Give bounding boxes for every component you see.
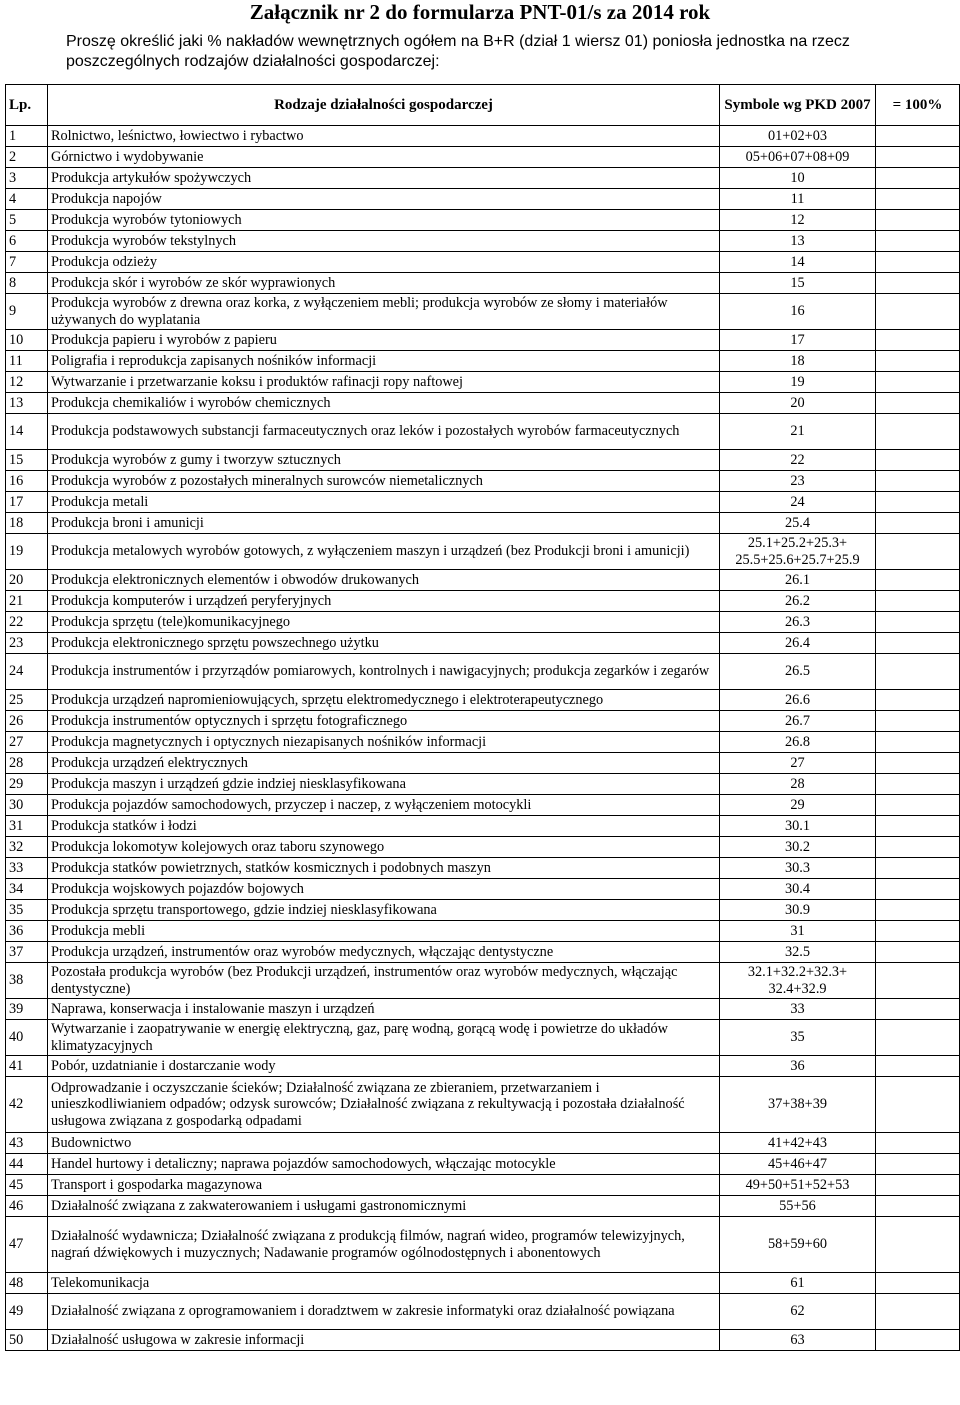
row-percent-input[interactable] — [876, 450, 960, 471]
row-lp: 45 — [6, 1175, 48, 1196]
row-pkd-symbol: 28 — [720, 774, 876, 795]
row-lp: 34 — [6, 879, 48, 900]
row-lp: 46 — [6, 1196, 48, 1217]
header-percent: = 100% — [876, 85, 960, 126]
row-activity-name: Naprawa, konserwacja i instalowanie maszyn i urządzeń — [48, 999, 720, 1020]
row-lp: 17 — [6, 492, 48, 513]
row-activity-name: Produkcja statków i łodzi — [48, 816, 720, 837]
row-lp: 9 — [6, 294, 48, 330]
row-activity-name: Transport i gospodarka magazynowa — [48, 1175, 720, 1196]
table-row — [6, 795, 960, 816]
table-row — [6, 1217, 960, 1273]
row-percent-input[interactable] — [876, 633, 960, 654]
row-pkd-symbol: 16 — [720, 294, 876, 330]
row-activity-name: Produkcja statków powietrznych, statków kosmicznych i podobnych maszyn — [48, 858, 720, 879]
table-row — [6, 252, 960, 273]
row-activity-name: Wytwarzanie i zaopatrywanie w energię elektryczną, gaz, parę wodną, gorącą wodę i powietrze do układów klimatyzacyjnych — [48, 1020, 720, 1056]
table-row — [6, 1020, 960, 1056]
page-title: Załącznik nr 2 do formularza PNT-01/s za 2014 rok — [249, 0, 711, 24]
row-pkd-symbol: 26.1 — [720, 570, 876, 591]
row-activity-name: Produkcja instrumentów optycznych i sprzętu fotograficznego — [48, 711, 720, 732]
row-percent-input[interactable] — [876, 330, 960, 351]
table-row — [6, 816, 960, 837]
row-lp: 31 — [6, 816, 48, 837]
row-percent-input[interactable] — [876, 711, 960, 732]
row-pkd-symbol: 36 — [720, 1056, 876, 1077]
row-percent-input[interactable] — [876, 189, 960, 210]
table-row — [6, 858, 960, 879]
row-lp: 11 — [6, 351, 48, 372]
row-activity-name: Produkcja lokomotyw kolejowych oraz taboru szynowego — [48, 837, 720, 858]
row-percent-input[interactable] — [876, 570, 960, 591]
row-activity-name: Produkcja napojów — [48, 189, 720, 210]
row-activity-name: Budownictwo — [48, 1133, 720, 1154]
row-lp: 38 — [6, 963, 48, 999]
row-activity-name: Działalność związana z zakwaterowaniem i usługami gastronomicznymi — [48, 1196, 720, 1217]
row-pkd-symbol: 37+38+39 — [720, 1077, 876, 1133]
row-lp: 22 — [6, 612, 48, 633]
table-row — [6, 513, 960, 534]
row-pkd-symbol: 26.4 — [720, 633, 876, 654]
row-activity-name: Poligrafia i reprodukcja zapisanych nośników informacji — [48, 351, 720, 372]
table-row — [6, 1294, 960, 1330]
table-row — [6, 633, 960, 654]
row-activity-name: Działalność usługowa w zakresie informacji — [48, 1330, 720, 1351]
row-lp: 5 — [6, 210, 48, 231]
row-percent-input[interactable] — [876, 900, 960, 921]
row-activity-name: Produkcja broni i amunicji — [48, 513, 720, 534]
table-row — [6, 492, 960, 513]
row-percent-input[interactable] — [876, 534, 960, 570]
row-percent-input[interactable] — [876, 1294, 960, 1330]
row-pkd-symbol: 41+42+43 — [720, 1133, 876, 1154]
row-lp: 18 — [6, 513, 48, 534]
row-lp: 14 — [6, 414, 48, 450]
table-row — [6, 879, 960, 900]
table-row — [6, 963, 960, 999]
row-pkd-symbol: 35 — [720, 1020, 876, 1056]
row-activity-name: Produkcja sprzętu (tele)komunikacyjnego — [48, 612, 720, 633]
row-pkd-symbol: 30.1 — [720, 816, 876, 837]
table-row — [6, 147, 960, 168]
row-percent-input[interactable] — [876, 351, 960, 372]
row-activity-name: Produkcja maszyn i urządzeń gdzie indziej niesklasyfikowana — [48, 774, 720, 795]
table-row — [6, 534, 960, 570]
row-pkd-symbol: 12 — [720, 210, 876, 231]
table-row — [6, 999, 960, 1020]
row-lp: 26 — [6, 711, 48, 732]
row-activity-name: Produkcja artykułów spożywczych — [48, 168, 720, 189]
row-pkd-symbol: 13 — [720, 231, 876, 252]
row-activity-name: Działalność wydawnicza; Działalność związana z produkcją filmów, nagrań wideo, programów telewizyjnych, nagrań dźwiękowych i muzycznych; Nadawanie programów ogólnodostępnych i abonentowych — [48, 1217, 720, 1273]
row-lp: 13 — [6, 393, 48, 414]
row-pkd-symbol: 26.8 — [720, 732, 876, 753]
row-pkd-symbol: 29 — [720, 795, 876, 816]
table-row — [6, 900, 960, 921]
row-activity-name: Produkcja magnetycznych i optycznych niezapisanych nośników informacji — [48, 732, 720, 753]
table-row — [6, 654, 960, 690]
row-pkd-symbol: 11 — [720, 189, 876, 210]
row-percent-input[interactable] — [876, 513, 960, 534]
row-activity-name: Działalność związana z oprogramowaniem i doradztwem w zakresie informatyki oraz działalność powiązana — [48, 1294, 720, 1330]
row-percent-input[interactable] — [876, 1133, 960, 1154]
row-pkd-symbol: 30.9 — [720, 900, 876, 921]
table-row — [6, 330, 960, 351]
row-pkd-symbol: 32.5 — [720, 942, 876, 963]
row-percent-input[interactable] — [876, 492, 960, 513]
row-percent-input[interactable] — [876, 795, 960, 816]
table-row — [6, 351, 960, 372]
row-lp: 36 — [6, 921, 48, 942]
row-lp: 28 — [6, 753, 48, 774]
row-lp: 32 — [6, 837, 48, 858]
row-pkd-symbol: 25.4 — [720, 513, 876, 534]
row-pkd-symbol: 27 — [720, 753, 876, 774]
row-percent-input[interactable] — [876, 879, 960, 900]
row-lp: 29 — [6, 774, 48, 795]
table-row — [6, 837, 960, 858]
row-activity-name: Produkcja pojazdów samochodowych, przyczep i naczep, z wyłączeniem motocykli — [48, 795, 720, 816]
row-percent-input[interactable] — [876, 294, 960, 330]
row-lp: 1 — [6, 126, 48, 147]
row-activity-name: Produkcja sprzętu transportowego, gdzie indziej niesklasyfikowana — [48, 900, 720, 921]
row-percent-input[interactable] — [876, 1056, 960, 1077]
row-lp: 20 — [6, 570, 48, 591]
table-row — [6, 1056, 960, 1077]
table-row — [6, 732, 960, 753]
row-activity-name: Odprowadzanie i oczyszczanie ścieków; Działalność związana ze zbieraniem, przetwarzaniem i unieszkodliwianiem odpadów; odzysk surowców; Działalność związana z rekultywacją i pozostała działalność usługowa związana z gospodarką odpadami — [48, 1077, 720, 1133]
row-pkd-symbol: 10 — [720, 168, 876, 189]
row-percent-input[interactable] — [876, 1154, 960, 1175]
row-lp: 12 — [6, 372, 48, 393]
row-lp: 41 — [6, 1056, 48, 1077]
table-body — [6, 126, 960, 1351]
table-row — [6, 942, 960, 963]
row-percent-input[interactable] — [876, 963, 960, 999]
row-lp: 6 — [6, 231, 48, 252]
row-pkd-symbol: 19 — [720, 372, 876, 393]
row-pkd-symbol: 31 — [720, 921, 876, 942]
row-lp: 24 — [6, 654, 48, 690]
row-percent-input[interactable] — [876, 273, 960, 294]
row-percent-input[interactable] — [876, 372, 960, 393]
row-pkd-symbol: 45+46+47 — [720, 1154, 876, 1175]
row-activity-name: Rolnictwo, leśnictwo, łowiectwo i rybactwo — [48, 126, 720, 147]
table-row — [6, 1077, 960, 1133]
row-percent-input[interactable] — [876, 1175, 960, 1196]
table-row — [6, 372, 960, 393]
row-percent-input[interactable] — [876, 393, 960, 414]
table-row — [6, 1133, 960, 1154]
table-row — [6, 1273, 960, 1294]
row-pkd-symbol: 22 — [720, 450, 876, 471]
row-activity-name: Produkcja metalowych wyrobów gotowych, z wyłączeniem maszyn i urządzeń (bez Produkcji broni i amunicji) — [48, 534, 720, 570]
row-percent-input[interactable] — [876, 612, 960, 633]
table-row — [6, 570, 960, 591]
row-activity-name: Produkcja metali — [48, 492, 720, 513]
row-percent-input[interactable] — [876, 999, 960, 1020]
row-lp: 42 — [6, 1077, 48, 1133]
row-activity-name: Pozostała produkcja wyrobów (bez Produkcji urządzeń, instrumentów oraz wyrobów medycznych, włączając dentystyczne) — [48, 963, 720, 999]
table-row — [6, 126, 960, 147]
row-pkd-symbol: 20 — [720, 393, 876, 414]
row-pkd-symbol: 25.1+25.2+25.3+ 25.5+25.6+25.7+25.9 — [720, 534, 876, 570]
row-pkd-symbol: 58+59+60 — [720, 1217, 876, 1273]
row-activity-name: Produkcja papieru i wyrobów z papieru — [48, 330, 720, 351]
row-percent-input[interactable] — [876, 168, 960, 189]
row-pkd-symbol: 24 — [720, 492, 876, 513]
row-activity-name: Handel hurtowy i detaliczny; naprawa pojazdów samochodowych, włączając motocykle — [48, 1154, 720, 1175]
table-row — [6, 690, 960, 711]
row-lp: 30 — [6, 795, 48, 816]
table-header-row — [6, 85, 960, 126]
table-row — [6, 1175, 960, 1196]
row-activity-name: Produkcja urządzeń, instrumentów oraz wyrobów medycznych, włączając dentystyczne — [48, 942, 720, 963]
row-percent-input[interactable] — [876, 690, 960, 711]
row-percent-input[interactable] — [876, 1196, 960, 1217]
row-pkd-symbol: 61 — [720, 1273, 876, 1294]
row-lp: 48 — [6, 1273, 48, 1294]
table-row — [6, 471, 960, 492]
row-activity-name: Produkcja instrumentów i przyrządów pomiarowych, kontrolnych i nawigacyjnych; produkcja zegarków i zegarów — [48, 654, 720, 690]
row-lp: 16 — [6, 471, 48, 492]
row-pkd-symbol: 33 — [720, 999, 876, 1020]
table-row — [6, 231, 960, 252]
row-percent-input[interactable] — [876, 753, 960, 774]
row-activity-name: Produkcja wyrobów z drewna oraz korka, z wyłączeniem mebli; produkcja wyrobów ze słomy i materiałów używanych do wyplatania — [48, 294, 720, 330]
row-activity-name: Produkcja wyrobów z pozostałych mineralnych surowców niemetalicznych — [48, 471, 720, 492]
table-row — [6, 711, 960, 732]
row-lp: 35 — [6, 900, 48, 921]
header-pkd-symbols: Symbole wg PKD 2007 — [720, 85, 876, 126]
row-pkd-symbol: 23 — [720, 471, 876, 492]
row-pkd-symbol: 63 — [720, 1330, 876, 1351]
row-percent-input[interactable] — [876, 1330, 960, 1351]
row-percent-input[interactable] — [876, 126, 960, 147]
row-pkd-symbol: 15 — [720, 273, 876, 294]
row-activity-name: Produkcja wyrobów z gumy i tworzyw sztucznych — [48, 450, 720, 471]
row-activity-name: Produkcja elektronicznego sprzętu powszechnego użytku — [48, 633, 720, 654]
row-activity-name: Produkcja wojskowych pojazdów bojowych — [48, 879, 720, 900]
row-percent-input[interactable] — [876, 210, 960, 231]
row-activity-name: Telekomunikacja — [48, 1273, 720, 1294]
row-percent-input[interactable] — [876, 654, 960, 690]
row-percent-input[interactable] — [876, 1217, 960, 1273]
row-lp: 43 — [6, 1133, 48, 1154]
row-lp: 50 — [6, 1330, 48, 1351]
row-pkd-symbol: 26.2 — [720, 591, 876, 612]
row-percent-input[interactable] — [876, 774, 960, 795]
row-percent-input[interactable] — [876, 1020, 960, 1056]
table-row — [6, 414, 960, 450]
row-pkd-symbol: 26.5 — [720, 654, 876, 690]
table-row — [6, 189, 960, 210]
row-activity-name: Produkcja odzieży — [48, 252, 720, 273]
row-pkd-symbol: 55+56 — [720, 1196, 876, 1217]
row-lp: 39 — [6, 999, 48, 1020]
row-activity-name: Produkcja podstawowych substancji farmaceutycznych oraz leków i pozostałych wyrobów farmaceutycznych — [48, 414, 720, 450]
row-percent-input[interactable] — [876, 921, 960, 942]
row-activity-name: Wytwarzanie i przetwarzanie koksu i produktów rafinacji ropy naftowej — [48, 372, 720, 393]
row-percent-input[interactable] — [876, 1077, 960, 1133]
table-row — [6, 612, 960, 633]
row-activity-name: Produkcja wyrobów tekstylnych — [48, 231, 720, 252]
row-percent-input[interactable] — [876, 837, 960, 858]
row-activity-name: Produkcja urządzeń elektrycznych — [48, 753, 720, 774]
row-pkd-symbol: 30.3 — [720, 858, 876, 879]
row-lp: 25 — [6, 690, 48, 711]
row-lp: 19 — [6, 534, 48, 570]
row-pkd-symbol: 17 — [720, 330, 876, 351]
row-lp: 3 — [6, 168, 48, 189]
row-lp: 8 — [6, 273, 48, 294]
row-percent-input[interactable] — [876, 231, 960, 252]
table-row — [6, 1154, 960, 1175]
row-lp: 7 — [6, 252, 48, 273]
row-lp: 4 — [6, 189, 48, 210]
table-row — [6, 591, 960, 612]
table-row — [6, 921, 960, 942]
row-pkd-symbol: 49+50+51+52+53 — [720, 1175, 876, 1196]
row-percent-input[interactable] — [876, 732, 960, 753]
row-percent-input[interactable] — [876, 1273, 960, 1294]
row-pkd-symbol: 32.1+32.2+32.3+ 32.4+32.9 — [720, 963, 876, 999]
table-row — [6, 1196, 960, 1217]
intro-text: Proszę określić jaki % nakładów wewnętrznych ogółem na B+R (dział 1 wiersz 01) poniosła jednostka na rzecz poszczególnych rodzajów działalności gospodarczej: — [66, 33, 850, 70]
row-pkd-symbol: 62 — [720, 1294, 876, 1330]
row-percent-input[interactable] — [876, 147, 960, 168]
row-activity-name: Produkcja mebli — [48, 921, 720, 942]
row-activity-name: Produkcja chemikaliów i wyrobów chemicznych — [48, 393, 720, 414]
row-lp: 47 — [6, 1217, 48, 1273]
row-activity-name: Produkcja urządzeń napromieniowujących, sprzętu elektromedycznego i elektroterapeutycznego — [48, 690, 720, 711]
row-percent-input[interactable] — [876, 591, 960, 612]
row-lp: 15 — [6, 450, 48, 471]
table-row — [6, 273, 960, 294]
row-activity-name: Produkcja komputerów i urządzeń peryferyjnych — [48, 591, 720, 612]
activities-table — [5, 84, 960, 1351]
row-percent-input[interactable] — [876, 858, 960, 879]
row-pkd-symbol: 26.6 — [720, 690, 876, 711]
row-lp: 49 — [6, 1294, 48, 1330]
table-row — [6, 1330, 960, 1351]
row-lp: 40 — [6, 1020, 48, 1056]
table-row — [6, 774, 960, 795]
row-pkd-symbol: 01+02+03 — [720, 126, 876, 147]
row-pkd-symbol: 05+06+07+08+09 — [720, 147, 876, 168]
table-row — [6, 294, 960, 330]
row-percent-input[interactable] — [876, 414, 960, 450]
row-activity-name: Produkcja elektronicznych elementów i obwodów drukowanych — [48, 570, 720, 591]
header-lp: Lp. — [6, 85, 48, 126]
table-row — [6, 393, 960, 414]
row-pkd-symbol: 26.3 — [720, 612, 876, 633]
row-lp: 10 — [6, 330, 48, 351]
row-lp: 44 — [6, 1154, 48, 1175]
row-lp: 27 — [6, 732, 48, 753]
row-pkd-symbol: 26.7 — [720, 711, 876, 732]
row-lp: 2 — [6, 147, 48, 168]
table-row — [6, 210, 960, 231]
row-percent-input[interactable] — [876, 942, 960, 963]
row-percent-input[interactable] — [876, 816, 960, 837]
row-pkd-symbol: 21 — [720, 414, 876, 450]
table-row — [6, 753, 960, 774]
row-lp: 21 — [6, 591, 48, 612]
row-lp: 33 — [6, 858, 48, 879]
row-percent-input[interactable] — [876, 252, 960, 273]
row-lp: 23 — [6, 633, 48, 654]
row-pkd-symbol: 30.2 — [720, 837, 876, 858]
row-activity-name: Pobór, uzdatnianie i dostarczanie wody — [48, 1056, 720, 1077]
table-row — [6, 450, 960, 471]
row-activity-name: Produkcja wyrobów tytoniowych — [48, 210, 720, 231]
row-lp: 37 — [6, 942, 48, 963]
table-row — [6, 168, 960, 189]
row-pkd-symbol: 30.4 — [720, 879, 876, 900]
row-pkd-symbol: 14 — [720, 252, 876, 273]
row-activity-name: Górnictwo i wydobywanie — [48, 147, 720, 168]
header-activity-type: Rodzaje działalności gospodarczej — [48, 85, 720, 126]
row-activity-name: Produkcja skór i wyrobów ze skór wyprawionych — [48, 273, 720, 294]
row-pkd-symbol: 18 — [720, 351, 876, 372]
row-percent-input[interactable] — [876, 471, 960, 492]
